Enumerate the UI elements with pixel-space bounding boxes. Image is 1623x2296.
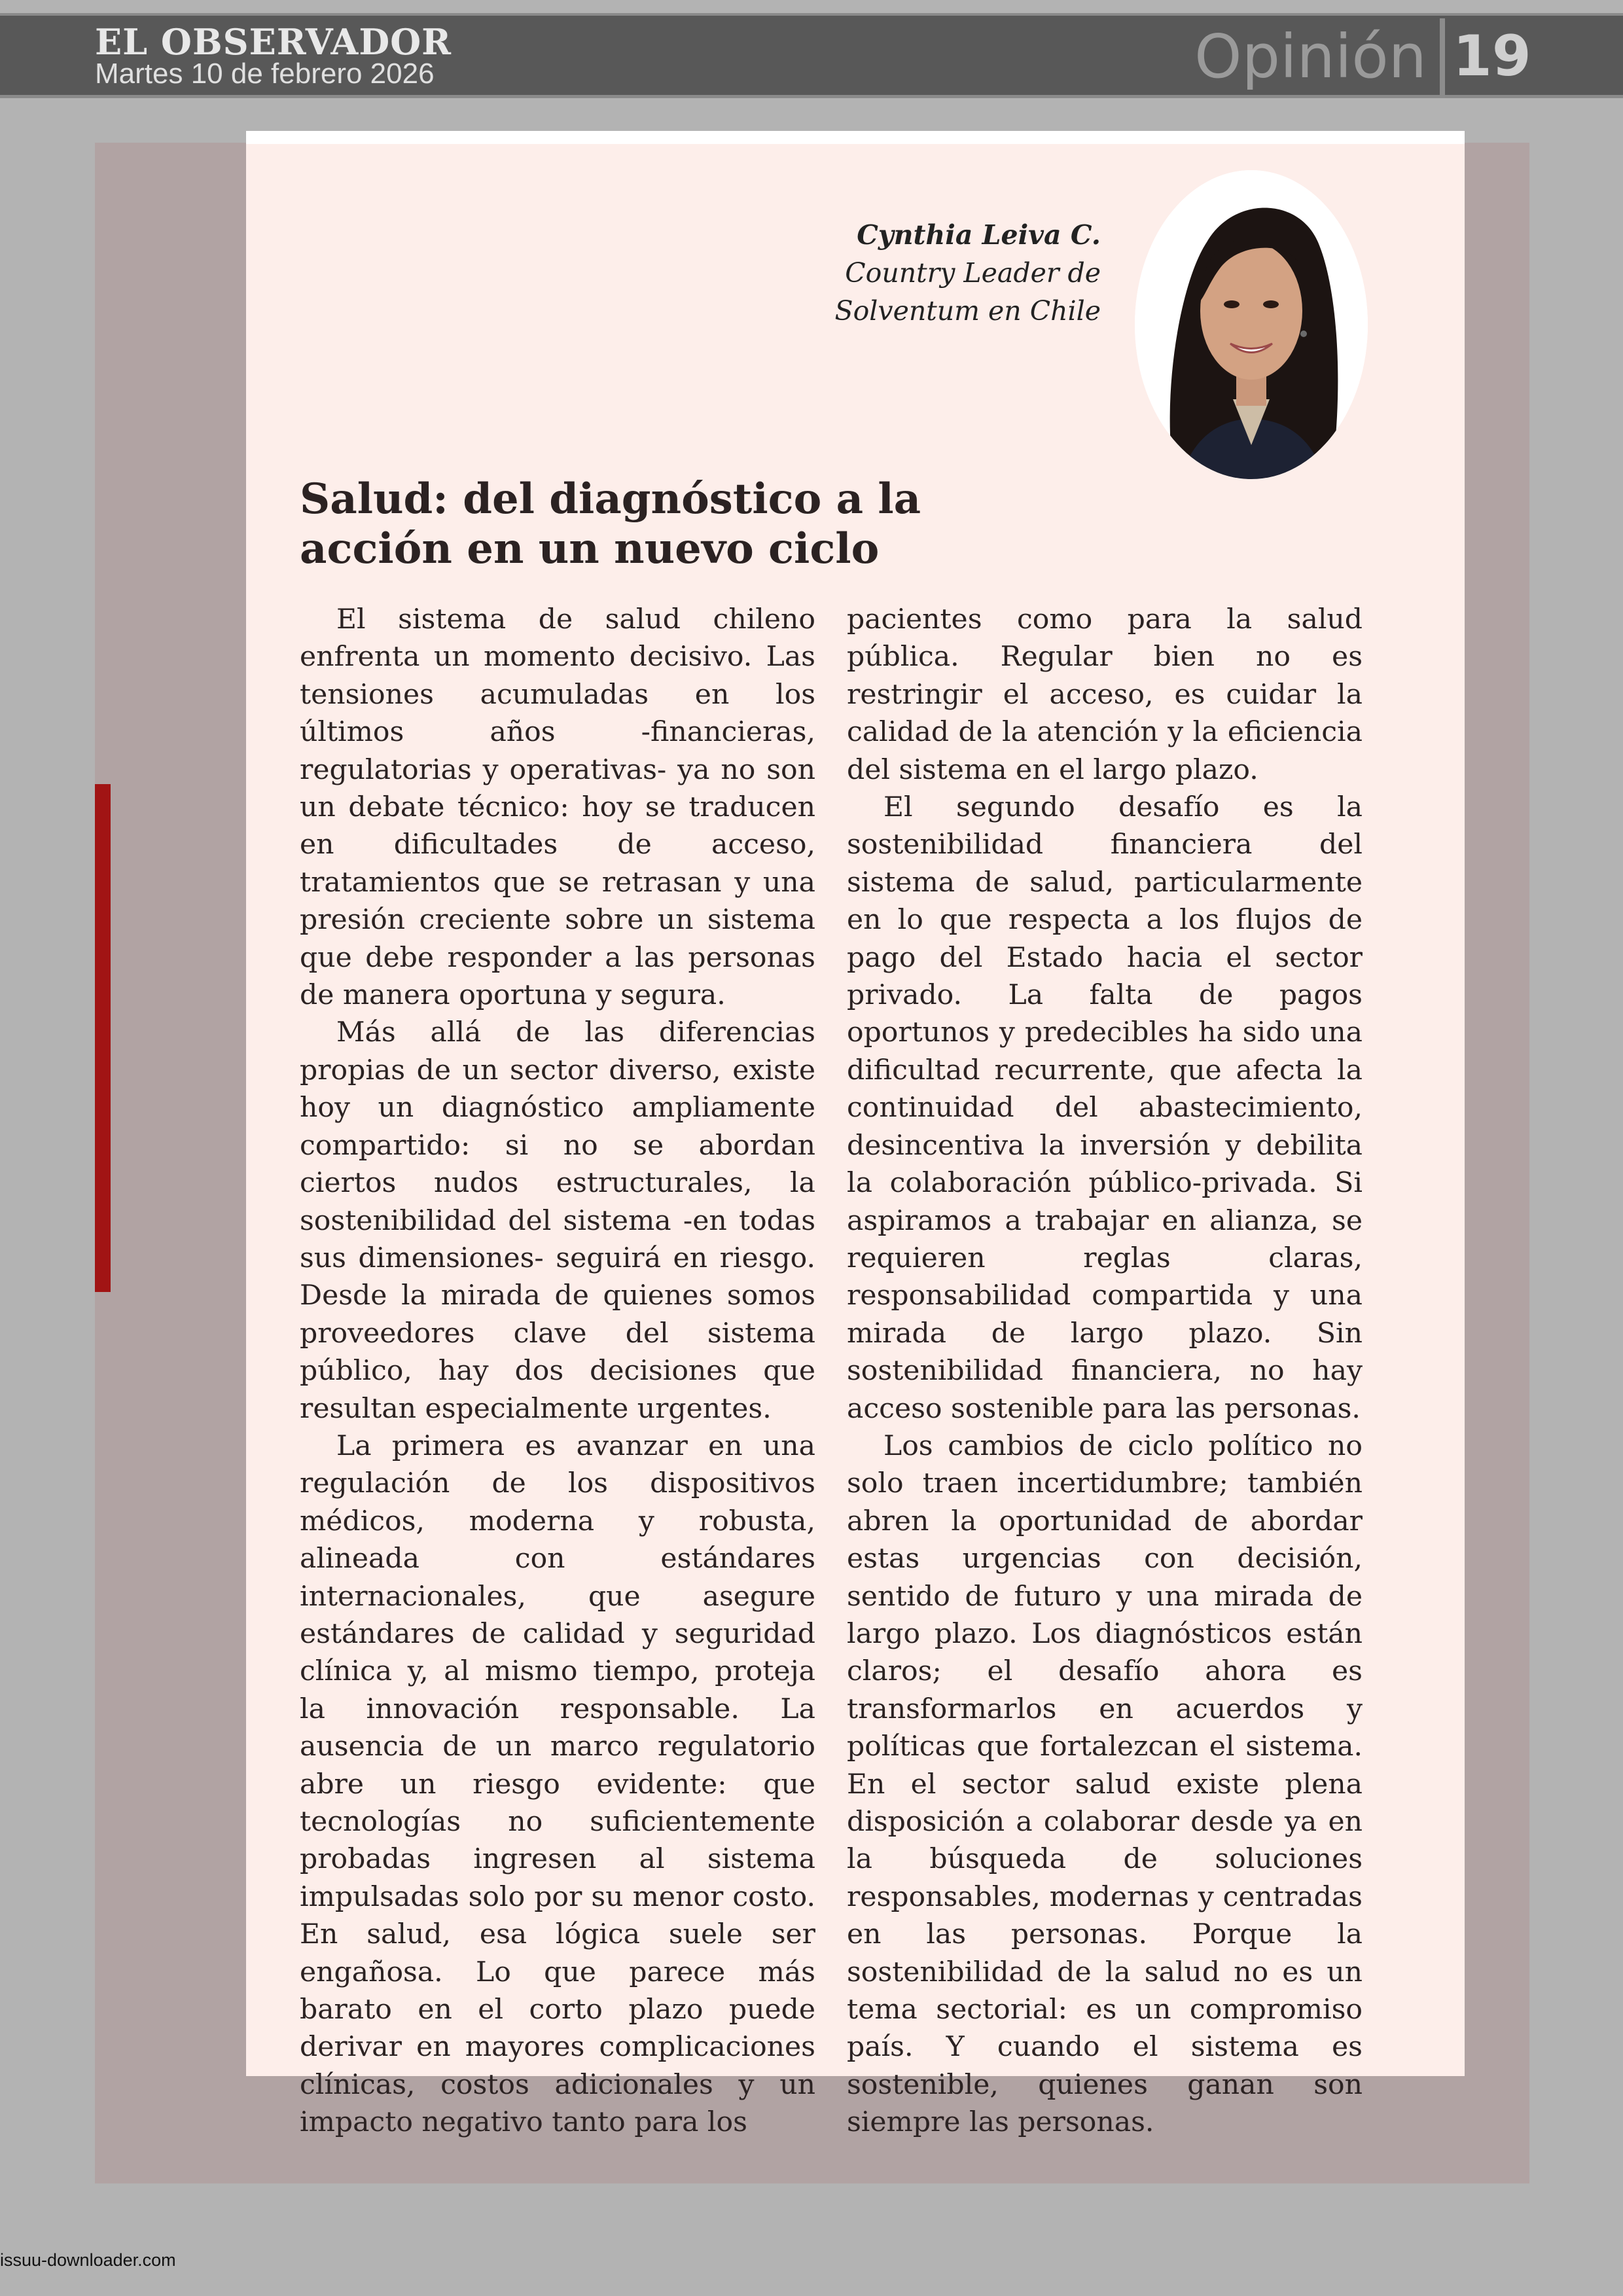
body-paragraph: Los cambios de ciclo político no solo traen incertidumbre; también abren la oportunidad de abordar estas urgencias con decisión, sentido de futuro y una mirada de largo plazo. Los diagnósticos están claros; el desafío ahora es transformarlos en acuerdos y políticas que fortalezcan el sistema. En el sector salud existe plena disposición a colaborar desde ya en la búsqueda de soluciones responsables, modernas y centradas en las personas. Porque la sostenibilidad de la salud no es un tema sectorial: es un compromiso país. Y cuando el sistema es sostenible, quienes ganan son siempre las personas. (847, 1429, 1363, 2139)
page-number: 19 (1453, 24, 1531, 89)
author-role-line1: Country Leader de (845, 257, 1101, 289)
author-photo (1135, 170, 1368, 479)
author-name: Cynthia Leiva C. (857, 219, 1101, 251)
headline-line2: acción en un nuevo ciclo (300, 524, 880, 573)
headline-line1: Salud: del diagnóstico a la (300, 475, 921, 524)
source-watermark: issuu-downloader.com (0, 2250, 176, 2270)
masthead-divider (1440, 18, 1445, 98)
article-headline (300, 475, 1020, 574)
body-paragraph: La primera es avanzar en una regulación de los dispositivos médicos, moderna y robusta, alineada con estándares internacionales, que asegure estándares de calidad y seguridad clínica y, al mismo tiempo, proteja la innovación responsable. La ausencia de un marco regulatorio abre un riesgo evidente: que tecnologías no suficientemente probadas ingresen al sistema impulsadas solo por su menor costo. En salud, esa lógica suele ser engañosa. Lo que parece más barato en el corto plazo puede derivar en mayores complicaciones clínicas, costos adicionales y un impacto negativo tanto para los (300, 1429, 815, 2139)
body-paragraph-continuation: pacientes como para la salud pública. Regular bien no es restringir el acceso, es cuidar la calidad de la atención y la eficiencia del sistema en el largo plazo. (847, 603, 1363, 786)
body-paragraph: El segundo desafío es la sostenibilidad financiera del sistema de salud, particularmente en lo que respecta a los flujos de pago del Estado hacia el sector privado. La falta de pagos oportunos y predecibles ha sido una dificultad recurrente, que afecta la continuidad del abastecimiento, desincentiva la inversión y debilita la colaboración público-privada. Si aspiramos a trabajar en alianza, se requieren reglas claras, responsabilidad compartida y una mirada de largo plazo. Sin sostenibilidad financiera, no hay acceso sostenible para las personas. (847, 791, 1363, 1425)
portrait-illustration (1135, 170, 1368, 479)
accent-bar (95, 784, 111, 1292)
issue-date: Martes 10 de febrero 2026 (95, 58, 435, 90)
paper-name: EL OBSERVADOR (95, 21, 452, 63)
author-role-line2: Solventum en Chile (834, 295, 1101, 327)
body-paragraph: El sistema de salud chileno enfrenta un momento decisivo. Las tensiones acumuladas en los últimos años -financieras, regulatorias y operativas- ya no son un debate técnico: hoy se traducen en dificultades de acceso, tratamientos que se retrasan y una presión creciente sobre un sistema que debe responder a las personas de manera oportuna y segura. (300, 603, 815, 1012)
masthead (0, 13, 1623, 98)
article-column-right (847, 601, 1363, 2142)
byline (835, 216, 1101, 330)
section-title: Opinión (1194, 22, 1427, 92)
article-column-left (300, 601, 815, 2142)
article-card (246, 131, 1465, 2139)
body-paragraph: Más allá de las diferencias propias de un sector diverso, existe hoy un diagnóstico ampliamente compartido: si no se abordan ciertos nudos estructurales, la sostenibilidad del sistema -en todas sus dimensiones- seguirá en riesgo. Desde la mirada de quienes somos proveedores clave del sistema público, hay dos decisiones que resultan especialmente urgentes. (300, 1016, 815, 1425)
